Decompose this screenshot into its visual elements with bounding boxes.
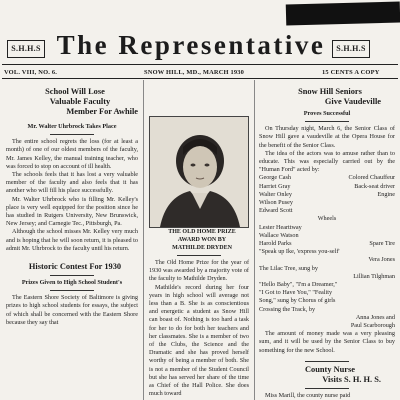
- photo-caption-line: MATHILDE DRYDEN: [172, 245, 232, 251]
- cast-row: George Cash Colored Chauffeur: [259, 174, 395, 182]
- masthead-rule-top: [2, 64, 398, 65]
- song-line: "I Got to Have You," "Feality: [259, 289, 333, 297]
- divider: [177, 255, 221, 256]
- headline-line: Visits S. H. H. S.: [322, 374, 381, 384]
- column-left: [6, 87, 138, 327]
- cast-row: Harriet Gray Back-seat driver: [259, 182, 395, 190]
- column-divider: [254, 80, 255, 400]
- photo-caption-line: THE OLD HOME PRIZE: [168, 229, 236, 235]
- article-paragraph: The schools feels that it has lost a very valuable member of the faculty and also feels that it has another who will fill his place successfully.: [6, 171, 138, 195]
- divider: [305, 361, 349, 362]
- song-line: Vera Jones: [368, 256, 395, 264]
- school-badge-right: S.H.H.S: [332, 40, 370, 58]
- song-line: "Speak up Ike, 'express you-self': [259, 248, 340, 256]
- article-paragraph: The Old Home Prize for the year of 1930 was awarded by a majority vote of the faculty to Mathilde Dryden.: [149, 259, 249, 283]
- divider: [50, 275, 94, 276]
- cast-row: Wilson Pusey: [259, 199, 293, 207]
- article-paragraph: The entire school regrets the loss (for at least a month) of one of our oldest members of the faculty, Mr. James Kelley, the manual training teacher, who was forced to stop on account of ill health.: [6, 138, 138, 170]
- photo-caption-line: AWARD WON BY: [177, 237, 227, 243]
- cast-row: Edward Scott: [259, 207, 293, 215]
- divider: [305, 388, 349, 389]
- article-paragraph: The idea of the actors was to amuse rather than to educate. This was especially carried out by the "Human Ford" acted by:: [259, 149, 395, 174]
- article-subhead: Mr. Walter Uhrbrock Takes Place: [27, 123, 117, 130]
- portrait-photo: [149, 116, 249, 228]
- article-subhead: Prizes Given to High School Student's: [21, 279, 123, 287]
- song-line: Paul Scarborough: [350, 322, 395, 330]
- article-paragraph: Mathilde's record during her four years in high school will average not less than a B. She is as conscientious and energetic a student as Snow Hill can boast of. Nothing is too hard a task for her to do for both her teachers and her classmates. She is a member of two of the Clubs, the Science and the Dramatic and she has proved herself worthy of being a member of both. She is not a member of the Student Council but she has served her share of the time as Chief of the Hall Police. She does much toward: [149, 283, 249, 398]
- article-paragraph: The Eastern Shore Society of Baltimore is giving prizes to high school students for essays, the subject of which shall be concerned with the Eastern Shore because they say that: [6, 294, 138, 326]
- portrait-image: [150, 117, 248, 227]
- article-paragraph: The amount of money made was a very pleasing sum, and it will be used by the Senior Class to buy something for the new School.: [259, 330, 395, 354]
- price: 15 CENTS A COPY: [322, 69, 380, 76]
- headline: Historic Contest For 1930: [28, 262, 122, 272]
- cast-row: Harold Parks Spare Tire: [259, 240, 395, 248]
- article-paragraph: Although the school misses Mr. Kelley very much and is hoping that he will soon return, it is pleased to admit Mr. Uhrbrock to the faculty until his return.: [6, 228, 138, 252]
- divider: [50, 290, 94, 291]
- headline-line: Snow Hill Seniors: [298, 87, 362, 96]
- divider: [50, 134, 94, 135]
- masthead: [0, 0, 400, 64]
- song-line: Anna Jones and: [355, 313, 395, 321]
- column-middle: [149, 228, 249, 398]
- headline-line: School Will Lose: [45, 87, 105, 96]
- article-subhead: Proves Successful: [303, 110, 351, 117]
- article-paragraph: Mr. Walter Uhrbrock who is filling Mr. Kelley's place is very well equipped for the position since he has studied in Rutgers University, New Brunswick, New Jersey; and Carnegie Tec., Pittsburgh, Pa.: [6, 195, 138, 228]
- volume-number: VOL. VIII, NO. 6.: [4, 69, 58, 76]
- cast-name: Lester Hearttway: [259, 223, 302, 231]
- divider: [305, 121, 349, 122]
- headline-line: Valuable Faculty: [49, 97, 111, 106]
- headline-line: County Nurse: [304, 364, 356, 374]
- newspaper-title: The Representative: [56, 30, 326, 60]
- song-line: Crossing the Track, by: [259, 305, 316, 313]
- place-date: SNOW HILL, MD., MARCH 1930: [144, 69, 245, 76]
- cast-name: Wallace Watson: [259, 231, 299, 239]
- headline-line: Member For Awhile: [66, 107, 138, 116]
- column-right: [259, 87, 395, 400]
- article-paragraph: Miss Marill, the county nurse paid: [265, 391, 351, 399]
- song-line: "Hello Baby", "I'm a Dreamer,": [259, 281, 338, 289]
- song-line: Song," sung by Chorus of girls: [259, 297, 336, 305]
- headline-line: Give Vaudeville: [324, 97, 381, 106]
- cast-list: [259, 174, 395, 330]
- school-badge-left: S.H.H.S: [7, 40, 45, 58]
- cast-row: Walter Onley Engine: [259, 190, 395, 198]
- song-line: The Lilac Tree, sung by: [259, 264, 318, 272]
- column-divider: [143, 80, 144, 400]
- dateline: [4, 68, 396, 78]
- article-paragraph: On Thursday night, March 6, the Senior Class of Snow Hill gave a vaudeville at the Opera House for the benefit of the Senior Class.: [259, 125, 395, 149]
- song-line: Lillian Tilghman: [353, 272, 395, 280]
- masthead-rule-bottom: [2, 78, 398, 79]
- cast-role: Wheels: [317, 215, 337, 223]
